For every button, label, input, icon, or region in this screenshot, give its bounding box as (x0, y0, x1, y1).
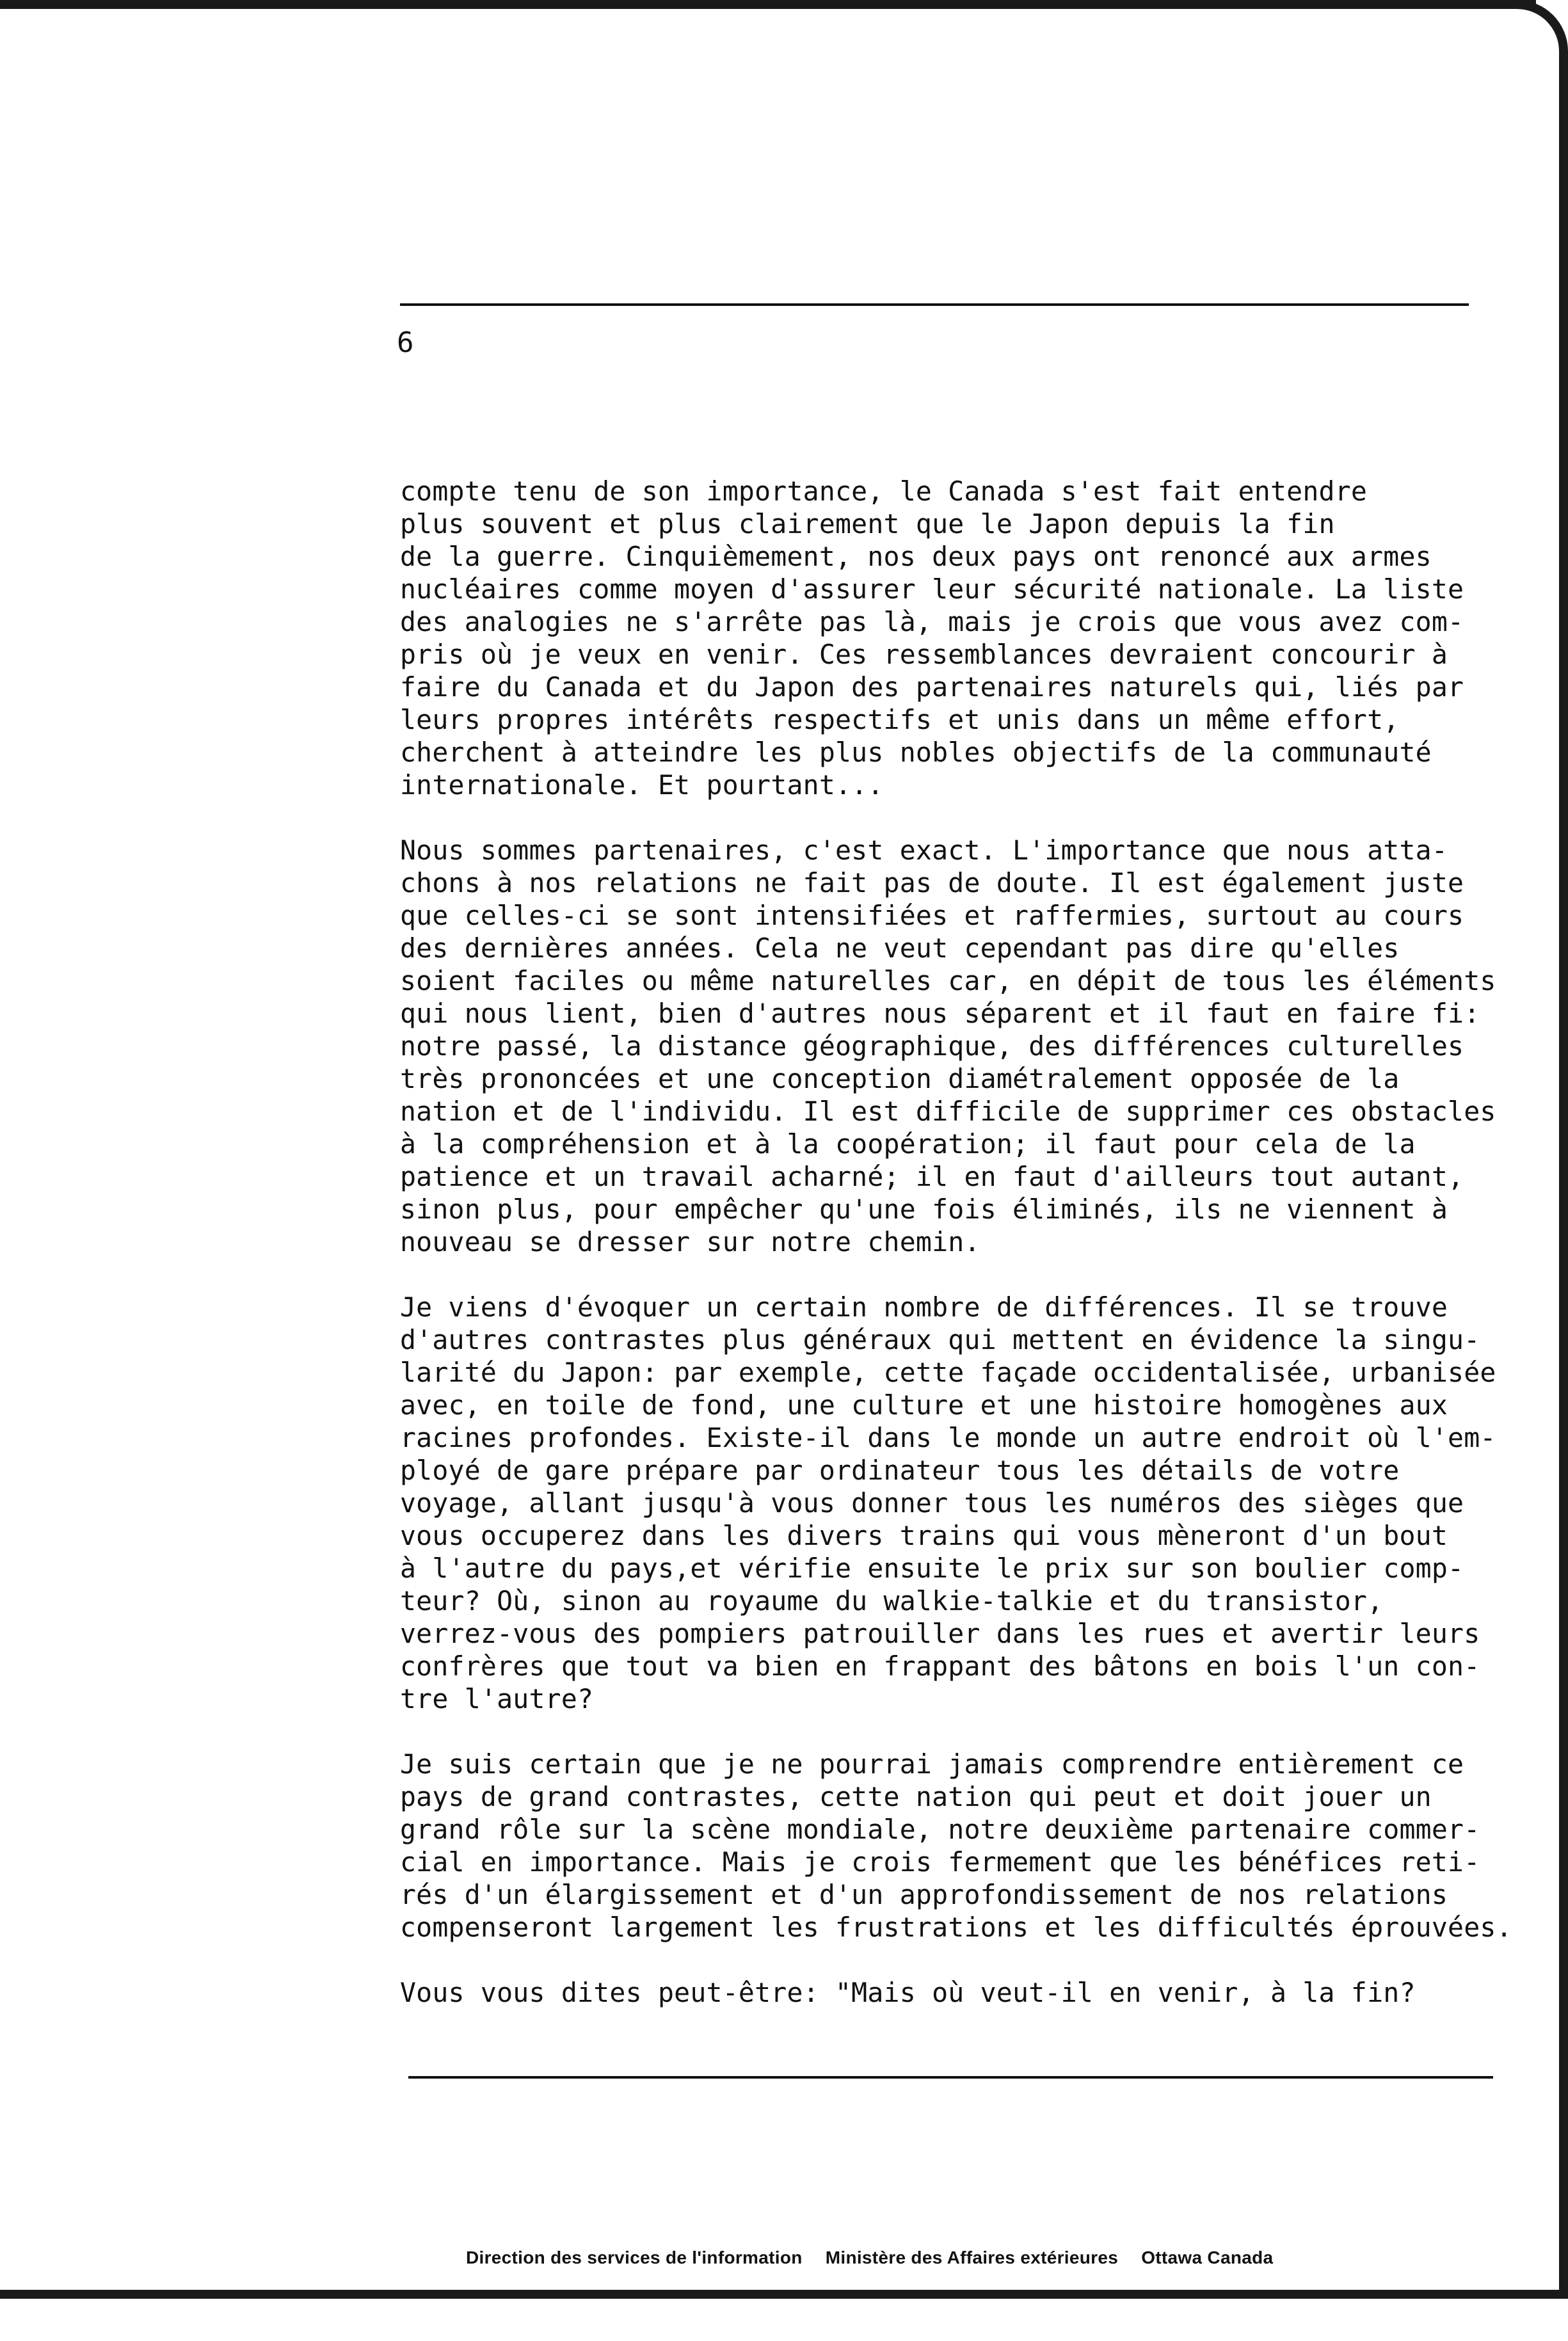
page-frame-right (1559, 51, 1568, 2291)
document-body (400, 475, 1520, 2009)
footer-location: Ottawa Canada (1141, 2248, 1274, 2267)
page-frame-corner (1472, 0, 1568, 58)
page-number: 6 (397, 326, 414, 359)
body-paragraph: Je suis certain que je ne pourrai jamais comprendre entièrement ce pays de grand contrastes, cette nation qui peut et doit jouer un grand rôle sur la scène mondiale, notre deuxième partenaire commer- cial en importance. Mais je crois fermement que les bénéfices reti- rés d'un élargissement et d'un approfondissement de nos relations compenseront largement les frustrations et les difficultés éprouvées. (400, 1748, 1512, 1943)
header-rule (400, 303, 1469, 306)
footer-service: Direction des services de l'information (466, 2248, 803, 2267)
body-paragraph: Nous sommes partenaires, c'est exact. L'importance que nous atta- chons à nos relations ne fait pas de doute. Il est également juste que celles-ci se sont intensifiées et raffermies, surtout au cours des dernières années. Cela ne veut cependant pas dire qu'elles soient faciles ou même naturelles car, en dépit de tous les éléments qui nous lient, bien d'autres nous séparent et il faut en faire fi: notre passé, la distance géographique, des différences culturelles très prononcées et une conception diamétralement opposée de la nation et de l'individu. Il est difficile de supprimer ces obstacles à la compréhension et à la coopération; il faut pour cela de la patience et un travail acharné; il en faut d'ailleurs tout autant, sinon plus, pour empêcher qu'une fois éliminés, ils ne viennent à nouveau se dresser sur notre chemin. (400, 835, 1496, 1258)
page-frame-bottom (0, 2290, 1568, 2299)
footer (466, 2248, 1273, 2268)
footer-ministry: Ministère des Affaires extérieures (825, 2248, 1119, 2267)
page-frame-top (0, 0, 1536, 9)
body-paragraph: Je viens d'évoquer un certain nombre de différences. Il se trouve d'autres contrastes plus généraux qui mettent en évidence la singu- larité du Japon: par exemple, cette façade occidentalisée, urbanisée avec, en toile de fond, une culture et une histoire homogènes aux racines profondes. Existe-il dans le monde un autre endroit où l'em- ployé de gare prépare par ordinateur tous les détails de votre voyage, allant jusqu'à vous donner tous les numéros des sièges que vous occuperez dans les divers trains qui vous mèneront d'un bout à l'autre du pays,et vérifie ensuite le prix sur son boulier comp- teur? Où, sinon au royaume du walkie-talkie et du transistor, verrez-vous des pompiers patrouiller dans les rues et avertir leurs confrères que tout va bien en frappant des bâtons en bois l'un con- tre l'autre? (400, 1291, 1496, 1714)
footer-rule (408, 2076, 1493, 2079)
body-paragraph: Vous vous dites peut-être: "Mais où veut-il en venir, à la fin? (400, 1977, 1416, 2008)
body-paragraph: compte tenu de son importance, le Canada s'est fait entendre plus souvent et plus clairement que le Japon depuis la fin de la guerre. Cinquièmement, nos deux pays ont renoncé aux armes nucléaires comme moyen d'assurer leur sécurité nationale. La liste des analogies ne s'arrête pas là, mais je crois que vous avez com- pris où je veux en venir. Ces ressemblances devraient concourir à faire du Canada et du Japon des partenaires naturels qui, liés par leurs propres intérêts respectifs et unis dans un même effort, cherchent à atteindre les plus nobles objectifs de la communauté internationale. Et pourtant... (400, 475, 1464, 801)
